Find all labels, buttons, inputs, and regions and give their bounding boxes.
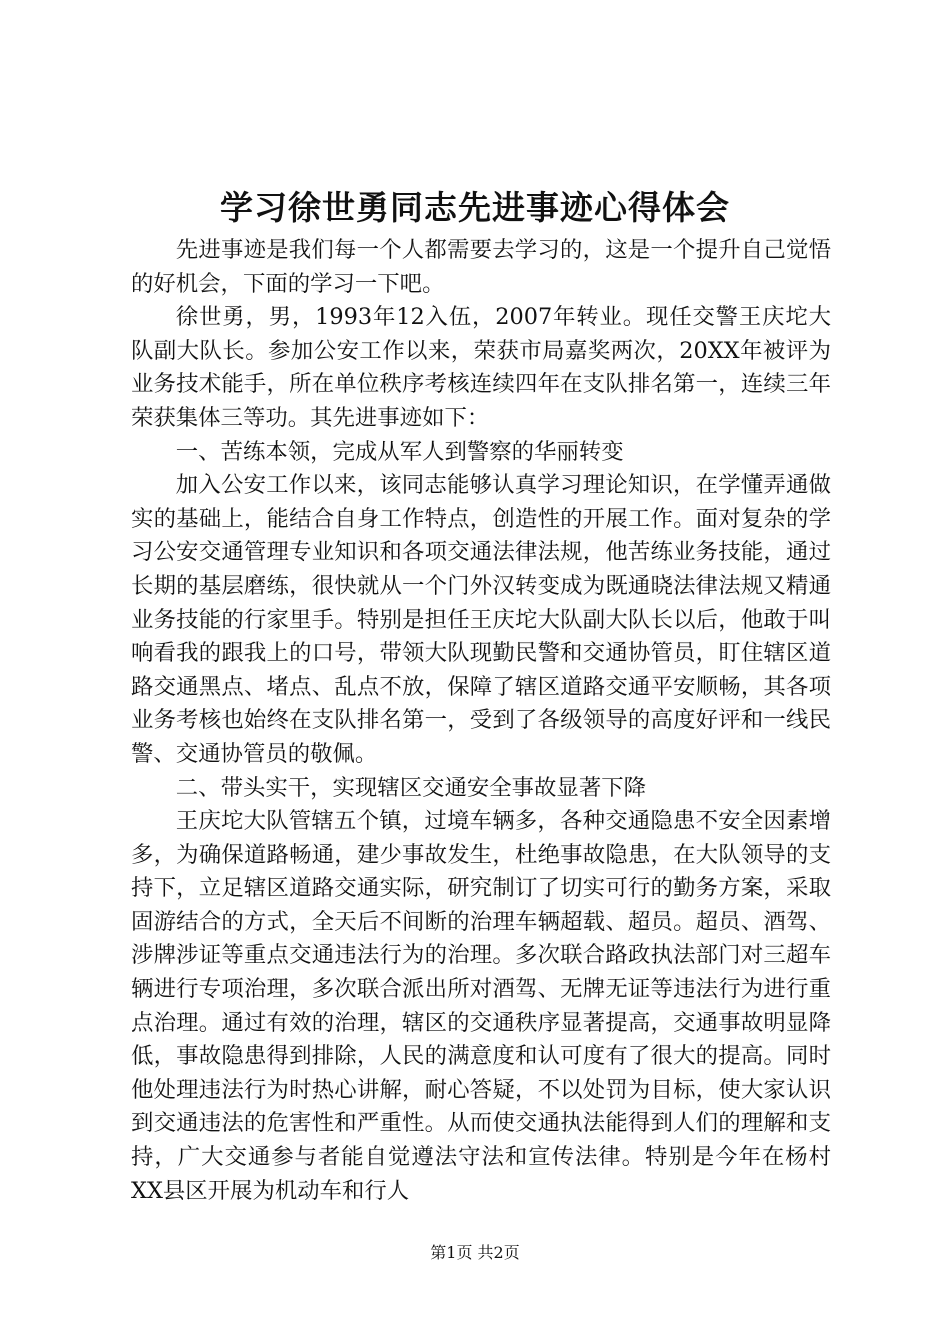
paragraph-section-1: 加入公安工作以来，该同志能够认真学习理论知识，在学懂弄通做实的基础上，能结合自身工作特点，创造性的开展工作。面对复杂的学习公安交通管理专业知识和各项交通法律法规，他苦练业务技能，通过长期的基层磨练，很快就从一个门外汉转变成为既通晓法律法规又精通业务技能的行家里手。特别是担任王庆坨大队副大队长以后，他敢于叫响看我的跟我上的口号，带领大队现勤民警和交通协管员，盯住辖区道路交通黑点、堵点、乱点不放，保障了辖区道路交通平安顺畅，其各项业务考核也始终在支队排名第一，受到了各级领导的高度好评和一线民警、交通协管员的敬佩。 xyxy=(131,472,831,767)
paragraph-profile: 徐世勇，男，1993年12入伍，2007年转业。现任交警王庆坨大队副大队长。参加公安工作以来，荣获市局嘉奖两次，20XX年被评为业务技术能手，所在单位秩序考核连续四年在支队排名第一，连续三年荣获集体三等功。其先进事迹如下： xyxy=(131,304,831,431)
page-footer: 第1页 共2页 xyxy=(430,1243,520,1262)
document-title: 学习徐世勇同志先进事迹心得体会 xyxy=(220,188,730,227)
section-heading-1: 一、苦练本领，完成从军人到警察的华丽转变 xyxy=(175,438,624,465)
paragraph-intro: 先进事迹是我们每一个人都需要去学习的，这是一个提升自己觉悟的好机会，下面的学习一下吧。 xyxy=(131,237,831,297)
paragraph-section-2: 王庆坨大队管辖五个镇，过境车辆多，各种交通隐患不安全因素增多，为确保道路畅通，建少事故发生，杜绝事故隐患，在大队领导的支持下，立足辖区道路交通实际，研究制订了切实可行的勤务方案，采取固游结合的方式，全天后不间断的治理车辆超载、超员。超员、酒驾、涉牌涉证等重点交通违法行为的治理。多次联合路政执法部门对三超车辆进行专项治理，多次联合派出所对酒驾、无牌无证等违法行为进行重点治理。通过有效的治理，辖区的交通秩序显著提高，交通事故明显降低，事故隐患得到排除，人民的满意度和认可度有了很大的提高。同时他处理违法行为时热心讲解，耐心答疑，不以处罚为目标，使大家认识到交通违法的危害性和严重性。从而使交通执法能得到人们的理解和支持，广大交通参与者能自觉遵法守法和宣传法律。特别是今年在杨村XX县区开展为机动车和行人 xyxy=(131,808,831,1204)
section-heading-2: 二、带头实干，实现辖区交通安全事故显著下降 xyxy=(175,774,646,801)
document-body xyxy=(131,234,831,1208)
